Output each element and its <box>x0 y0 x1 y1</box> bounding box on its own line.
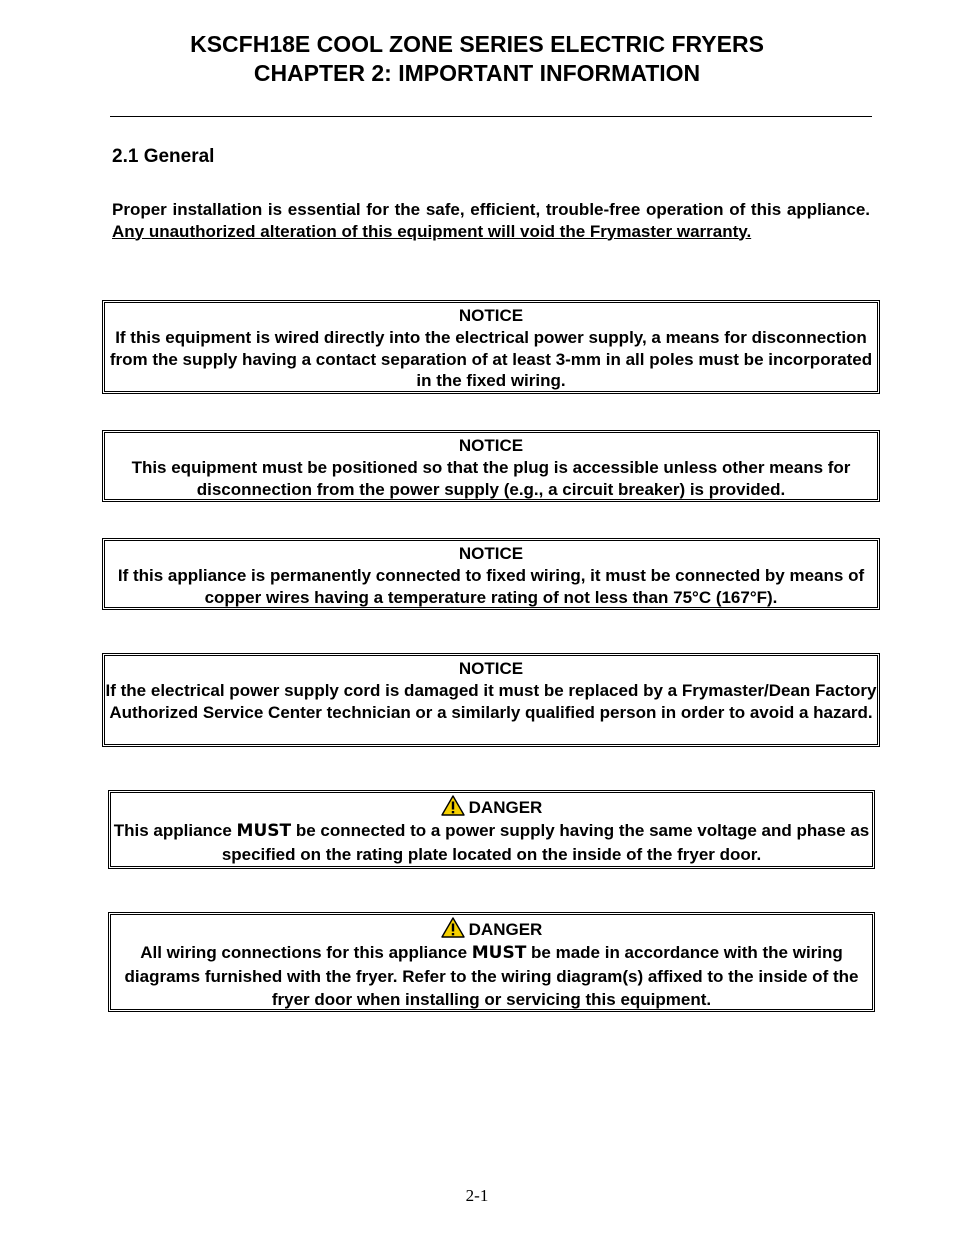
notice-box <box>102 653 880 747</box>
warning-triangle-icon <box>441 795 465 816</box>
danger-text-start: This appliance <box>113 821 237 840</box>
notice-text: If the electrical power supply cord is damaged it must be replaced by a Frymaster/Dean Factory Authorized Service Center technician or a similarly qualified person in order to avoid a hazard. <box>105 680 877 722</box>
danger-box <box>108 790 875 869</box>
page-number: 2-1 <box>465 1186 489 1205</box>
danger-label-row <box>111 917 872 941</box>
notice-text: This equipment must be positioned so that the plug is accessible unless other means for disconnection from the power supply (e.g., a circuit breaker) is provided. <box>131 457 851 499</box>
notice-box <box>102 538 880 610</box>
notice-text: If this appliance is permanently connected to fixed wiring, it must be connected by means of copper wires having a temperature rating of not less than 75°C (167°F). <box>117 565 865 607</box>
notice-label: NOTICE <box>458 659 524 678</box>
notice-label: NOTICE <box>458 306 524 325</box>
intro-paragraph <box>112 199 870 242</box>
danger-label: DANGER <box>468 920 543 939</box>
warranty-warning-text: Any unauthorized alteration of this equipment will void the Frymaster warranty. <box>112 221 752 241</box>
section-heading: 2.1 General <box>112 146 215 167</box>
warning-triangle-icon <box>441 917 465 938</box>
notice-box <box>102 430 880 502</box>
danger-text-start: All wiring connections for this appliance <box>140 943 472 962</box>
danger-text-end: be connected to a power supply having the same voltage and phase as specified on the rating plate located on the inside of the fryer door. <box>221 821 870 864</box>
notice-box <box>102 300 880 394</box>
title-line-1: KSCFH18E COOL ZONE SERIES ELECTRIC FRYERS <box>190 31 764 57</box>
danger-text <box>125 943 859 1009</box>
must-emphasis: MUST <box>471 943 527 963</box>
notice-text: If this equipment is wired directly into the electrical power supply, a means for disconnection from the supply having a contact separation of at least 3-mm in all poles must be incorporated in the fixed wiring. <box>109 327 873 391</box>
title-line-2: CHAPTER 2: IMPORTANT INFORMATION <box>253 60 701 86</box>
intro-text: Proper installation is essential for the safe, efficient, trouble-free operation of this appliance. <box>112 200 870 219</box>
page-title <box>0 30 954 88</box>
notice-label: NOTICE <box>458 436 524 455</box>
header-divider <box>110 116 872 117</box>
danger-label-row <box>111 795 872 819</box>
danger-label: DANGER <box>468 798 543 817</box>
danger-text <box>114 821 870 864</box>
must-emphasis: MUST <box>236 821 292 841</box>
danger-box <box>108 912 875 1012</box>
notice-label: NOTICE <box>458 544 524 563</box>
danger-text-end: be made in accordance with the wiring diagrams furnished with the fryer. Refer to the wiring diagram(s) affixed to the inside of the fryer door when installing or servicing this equipment. <box>124 943 859 1009</box>
